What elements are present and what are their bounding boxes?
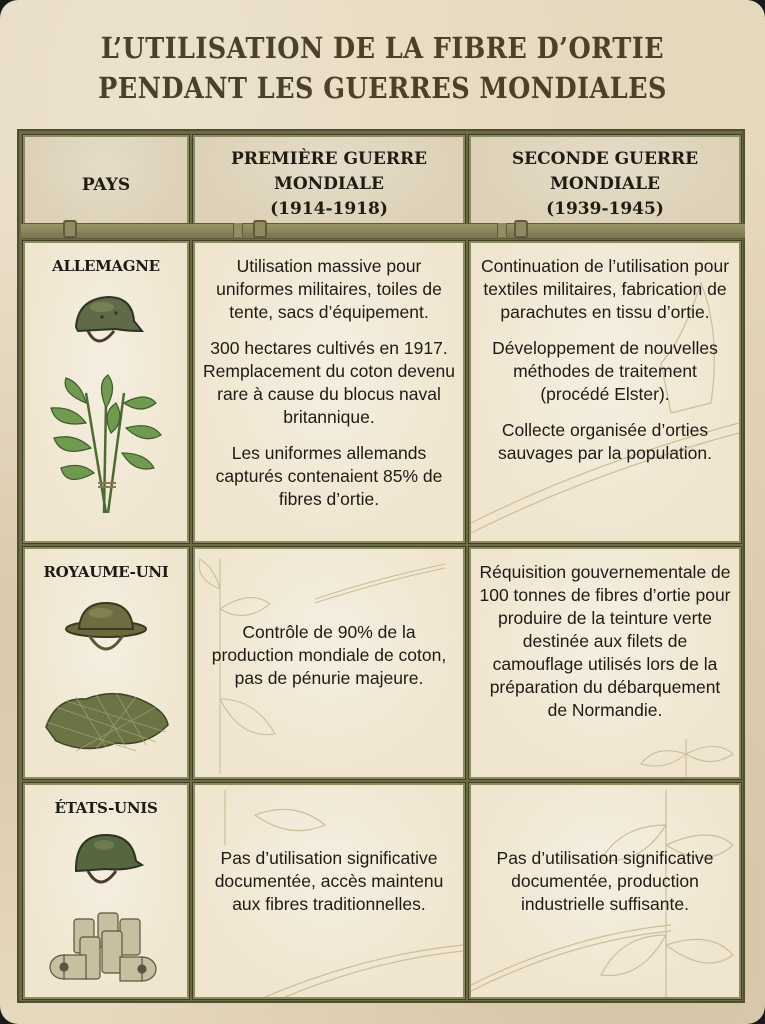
germany-ww1-paragraph-3: Les uniformes allemands capturés contenaient 85% de fibres d’ortie. <box>215 443 443 509</box>
header-ww1-line1: PREMIÈRE GUERRE <box>230 149 428 169</box>
page-title <box>46 28 719 108</box>
uk-ww1-text <box>203 621 455 690</box>
us-ww2-paragraph-1: Pas d’utilisation significative documentée, production industrielle suffisante. <box>496 848 714 914</box>
buckle-icon <box>514 220 528 238</box>
germany-ww2-paragraph-1: Continuation de l’utilisation pour textiles militaires, fabrication de parachutes en tissu d’ortie. <box>480 256 730 322</box>
strap-loop-icon <box>497 223 507 237</box>
uk-ww1-paragraph-1: Contrôle de 90% de la production mondiale de coton, pas de pénurie majeure. <box>211 622 447 688</box>
camouflage-net-icon <box>25 677 187 757</box>
german-stahlhelm-icon <box>25 291 187 351</box>
germany-ww1-paragraph-1: Utilisation massive pour uniformes militaires, toiles de tente, sacs d’équipement. <box>216 256 442 322</box>
us-ww2-text <box>479 847 731 916</box>
germany-ww2-text <box>479 255 731 465</box>
uk-ww2-paragraph-1: Réquisition gouvernementale de 100 tonnes de fibres d’ortie pour produire de la teinture verte destinée aux filets de camouflage utilisés lors de la préparation du débarquement de Normandie. <box>479 562 731 720</box>
row-germany-ww2-cell <box>469 241 741 543</box>
row-germany-ww1-cell <box>193 241 465 543</box>
row-us-ww1-cell <box>193 783 465 999</box>
m1-helmet-icon <box>25 829 187 895</box>
us-ww1-paragraph-1: Pas d’utilisation significative documentée, accès maintenu aux fibres traditionnelles. <box>214 848 444 914</box>
row-us-ww2-cell <box>469 783 741 999</box>
brodie-helmet-icon <box>25 597 187 661</box>
country-label: ALLEMAGNE <box>52 257 160 275</box>
header-ww2 <box>469 135 741 237</box>
germany-ww1-paragraph-2: 300 hectares cultivés en 1917. Remplacement du coton devenu rare à cause du blocus naval britannique. <box>203 338 455 427</box>
header-ww2-years: (1939-1945) <box>546 199 664 219</box>
uk-ww2-text <box>479 561 731 722</box>
strap-loop-icon <box>233 223 243 237</box>
header-ww2-label <box>471 147 739 222</box>
comparison-table <box>17 129 745 1003</box>
thread-spools-icon <box>25 909 187 989</box>
country-label: ROYAUME-UNI <box>43 563 169 581</box>
header-ww1-label <box>195 147 463 222</box>
header-country-label: PAYS <box>81 175 131 195</box>
header-ww1 <box>193 135 465 237</box>
germany-ww2-paragraph-2: Développement de nouvelles méthodes de traitement (procédé Elster). <box>492 338 718 404</box>
row-uk-country-cell <box>23 547 189 779</box>
belt-strap-divider <box>21 223 745 239</box>
us-ww1-text <box>203 847 455 916</box>
header-ww2-line2: MONDIALE <box>550 174 660 194</box>
title-line-1: L’UTILISATION DE LA FIBRE D’ORTIE <box>100 31 665 65</box>
title-line-2: PENDANT LES GUERRES MONDIALES <box>98 71 667 105</box>
header-country <box>23 135 189 237</box>
header-ww2-line1: SECONDE GUERRE <box>511 149 699 169</box>
header-ww1-line2: MONDIALE <box>274 174 384 194</box>
country-label: ÉTATS-UNIS <box>54 799 158 817</box>
germany-ww2-paragraph-3: Collecte organisée d’orties sauvages par la population. <box>497 420 713 463</box>
row-uk-ww2-cell <box>469 547 741 779</box>
row-uk-ww1-cell <box>193 547 465 779</box>
row-germany-country-cell <box>23 241 189 543</box>
germany-ww1-text <box>203 255 455 511</box>
buckle-icon <box>63 220 77 238</box>
nettle-bundle-icon <box>25 373 187 518</box>
buckle-icon <box>253 220 267 238</box>
row-us-country-cell <box>23 783 189 999</box>
header-ww1-years: (1914-1918) <box>270 199 388 219</box>
